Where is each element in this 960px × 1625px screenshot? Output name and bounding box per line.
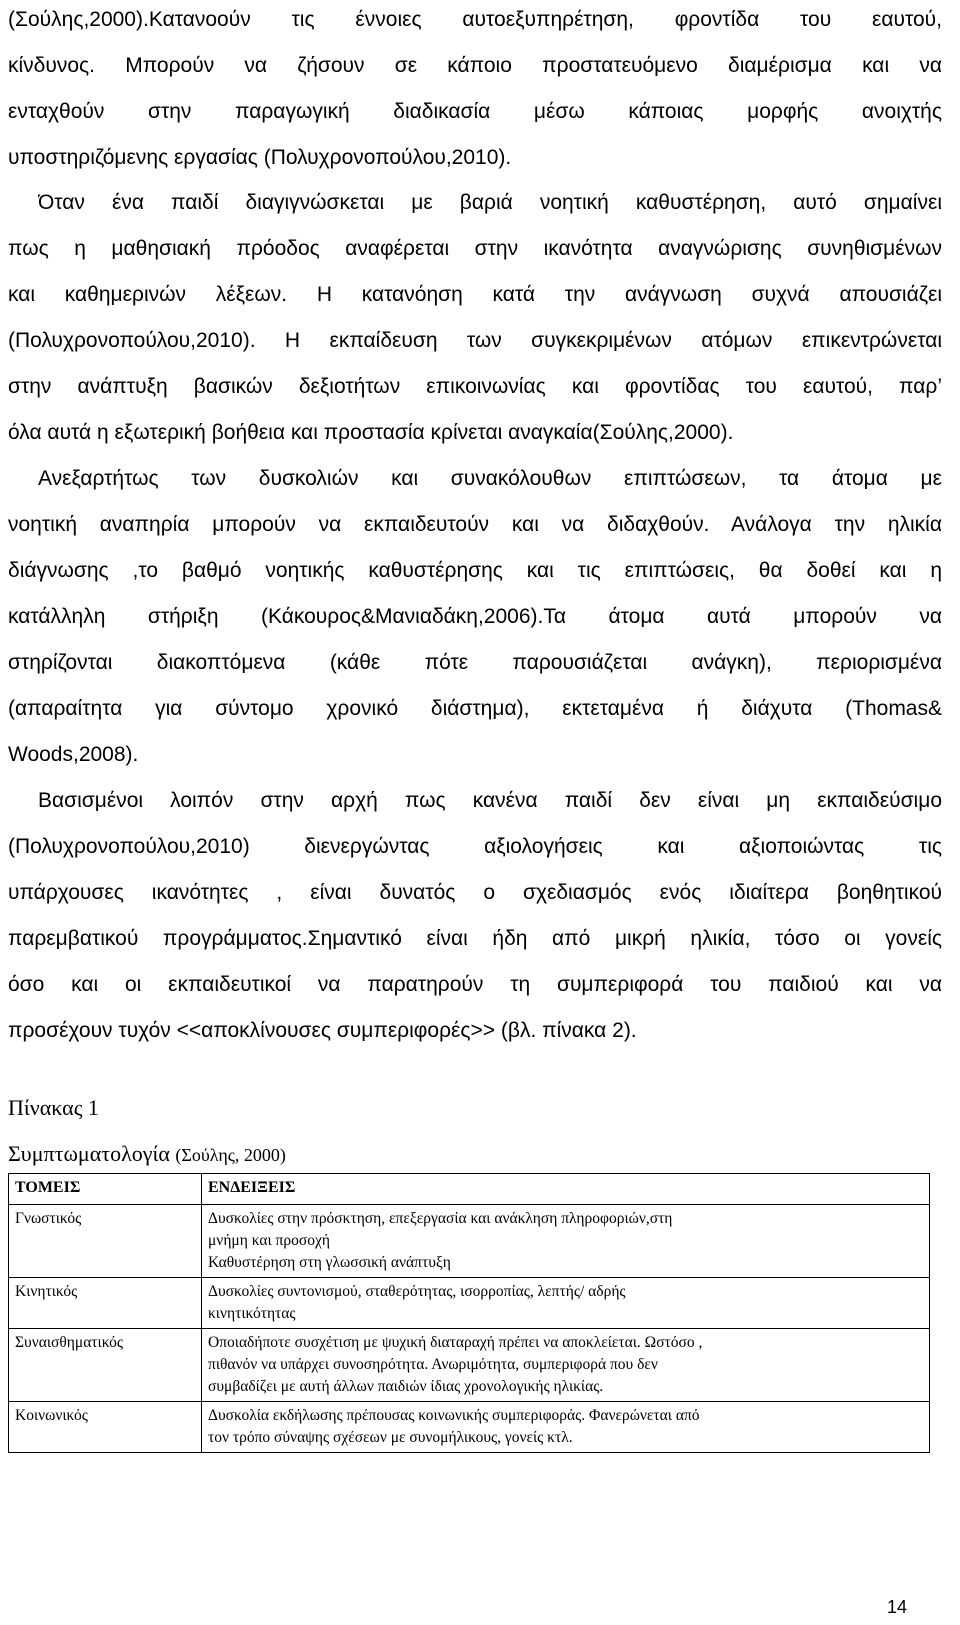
body-line: (Σούλης,2000).Κατανοούν τις έννοιες αυτοεξυπηρέτηση, φροντίδα του εαυτού, <box>8 8 942 31</box>
row-domain: Γνωστικός <box>9 1205 202 1278</box>
body-line: κίνδυνος. Μπορούν να ζήσουν σε κάποιο προστατευόμενο διαμέρισμα και να <box>8 54 942 77</box>
body-line: (Πολυχρονοπούλου,2010) διενεργώντας αξιολογήσεις και αξιοποιώντας τις <box>8 835 942 858</box>
row-indications <box>202 1329 930 1402</box>
row-domain: Κοινωνικός <box>9 1402 202 1453</box>
table-title-text: Συμπτωματολογία <box>8 1141 170 1166</box>
body-line: ενταχθούν στην παραγωγική διαδικασία μέσω κάποιας μορφής ανοιχτής <box>8 100 942 123</box>
indication-line: μνήμη και προσοχή <box>208 1232 330 1249</box>
indication-line: τον τρόπο σύναψης σχέσεων με συνομήλικους, γονείς κτλ. <box>208 1429 573 1446</box>
indication-line: Δυσκολίες στην πρόσκτηση, επεξεργασία και ανάκληση πληροφοριών,στη <box>208 1210 673 1227</box>
body-line: διάγνωσης ,το βαθμό νοητικής καθυστέρησης και τις επιπτώσεις, θα δοθεί και η <box>8 559 942 582</box>
table-row <box>9 1278 930 1329</box>
indication-line: κινητικότητας <box>208 1305 296 1322</box>
body-line: (Πολυχρονοπούλου,2010). Η εκπαίδευση των συγκεκριμένων ατόμων επικεντρώνεται <box>8 329 942 352</box>
indication-line: συμβαδίζει με αυτή άλλων παιδιών ίδιας χρονολογικής ηλικίας. <box>208 1378 604 1395</box>
indication-line: πιθανόν να υπάρχει συνοσηρότητα. Ανωριμότητα, συμπεριφορά που δεν <box>208 1356 658 1373</box>
body-line: (απαραίτητα για σύντομο χρονικό διάστημα), εκτεταμένα ή διάχυτα (Thomas& <box>8 697 942 720</box>
table-row <box>9 1329 930 1402</box>
body-line: προσέχουν τυχόν <<αποκλίνουσες συμπεριφορές>> (βλ. πίνακα 2). <box>8 1019 637 1042</box>
body-line: Ανεξαρτήτως των δυσκολιών και συνακόλουθων επιπτώσεων, τα άτομα με <box>38 467 942 490</box>
page-number: 14 <box>887 1597 908 1617</box>
indication-line: Καθυστέρηση στη γλωσσική ανάπτυξη <box>208 1254 451 1271</box>
table-label: Πίνακας 1 <box>8 1095 99 1120</box>
body-line: και καθημερινών λέξεων. Η κατανόηση κατά την ανάγνωση συχνά απουσιάζει <box>8 283 942 306</box>
body-line: υπάρχουσες ικανότητες , είναι δυνατός ο σχεδιασμός ενός ιδιαίτερα βοηθητικού <box>8 881 942 904</box>
table-source: (Σούλης, 2000) <box>175 1145 286 1165</box>
row-indications <box>202 1278 930 1329</box>
header-domains: ΤΟΜΕΙΣ <box>9 1174 202 1205</box>
body-line: όλα αυτά η εξωτερική βοήθεια και προστασία κρίνεται αναγκαία(Σούλης,2000). <box>8 421 734 444</box>
indication-line: Δυσκολίες συντονισμού, σταθερότητας, ισορροπίας, λεπτής/ αδρής <box>208 1283 626 1300</box>
row-indications <box>202 1205 930 1278</box>
table-row <box>9 1402 930 1453</box>
table-row <box>9 1205 930 1278</box>
header-indications: ΕΝΔΕΙΞΕΙΣ <box>202 1174 930 1205</box>
indication-line: Οποιαδήποτε συσχέτιση με ψυχική διαταραχή πρέπει να αποκλείεται. Ωστόσο , <box>208 1334 703 1351</box>
body-line: στηρίζονται διακοπτόμενα (κάθε πότε παρουσιάζεται ανάγκη), περιορισμένα <box>8 651 942 674</box>
body-line: Βασισμένοι λοιπόν στην αρχή πως κανένα παιδί δεν είναι μη εκπαιδεύσιμο <box>38 789 942 812</box>
row-domain: Κινητικός <box>9 1278 202 1329</box>
table-title <box>8 1141 286 1168</box>
body-line: υποστηριζόμενης εργασίας (Πολυχρονοπούλου,2010). <box>8 146 512 169</box>
indication-line: Δυσκολία εκδήλωσης πρέπουσας κοινωνικής συμπεριφοράς. Φανερώνεται από <box>208 1407 700 1424</box>
body-line: όσο και οι εκπαιδευτικοί να παρατηρούν τη συμπεριφορά του παιδιού και να <box>8 973 942 996</box>
symptoms-table <box>8 1173 930 1453</box>
body-line: Woods,2008). <box>8 743 139 766</box>
body-line: στην ανάπτυξη βασικών δεξιοτήτων επικοινωνίας και φροντίδας του εαυτού, παρ’ <box>8 375 942 398</box>
body-line: πως η μαθησιακή πρόοδος αναφέρεται στην ικανότητα αναγνώρισης συνηθισμένων <box>8 237 942 260</box>
table-header-row <box>9 1174 930 1205</box>
body-line: κατάλληλη στήριξη (Κάκουρος&Μανιαδάκη,2006).Τα άτομα αυτά μπορούν να <box>8 605 942 628</box>
body-line: νοητική αναπηρία μπορούν να εκπαιδευτούν και να διδαχθούν. Ανάλογα την ηλικία <box>8 513 942 536</box>
row-indications <box>202 1402 930 1453</box>
body-line: Όταν ένα παιδί διαγιγνώσκεται με βαριά νοητική καθυστέρηση, αυτό σημαίνει <box>38 191 942 214</box>
row-domain: Συναισθηματικός <box>9 1329 202 1402</box>
body-line: παρεμβατικού προγράμματος.Σημαντικό είναι ήδη από μικρή ηλικία, τόσο οι γονείς <box>8 927 942 950</box>
